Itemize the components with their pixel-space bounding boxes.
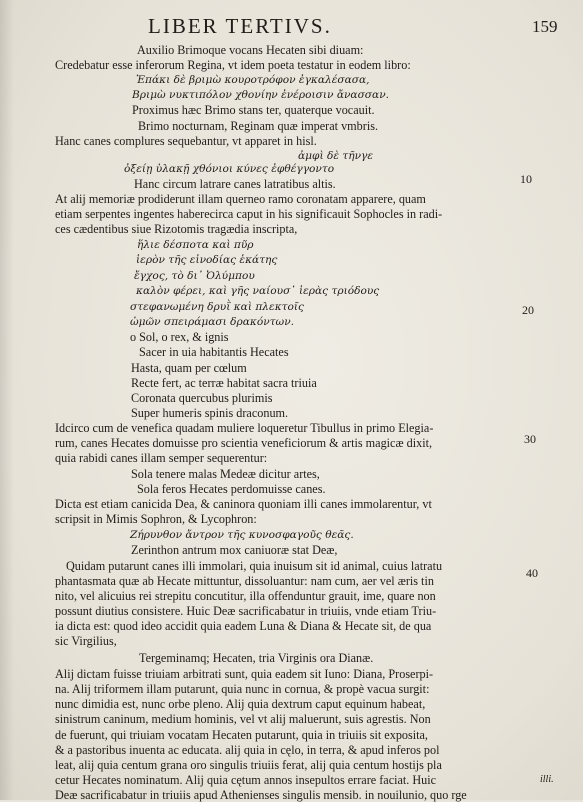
margin-line-number: 20 <box>522 303 534 317</box>
catchword: illi. <box>540 774 554 785</box>
text-line: Dicta est etiam canicida Dea, & caninora quoniam illi canes immolarentur, vt <box>55 497 432 511</box>
text-line: rum, canes Hecates domuisse pro scientia veneficiorum & artis magicæ dixit, <box>55 436 433 450</box>
text-line: nito, vel alicuius rei strepitu concutitur, illa offenduntur grauit, ime, quare non <box>55 589 436 603</box>
text-line: etiam serpentes ingentes haberecirca caput in his significauit Sophocles in radi- <box>55 207 443 221</box>
text-line: Quidam putarunt canes illi immolari, quia inuisum sit id animal, cuius latratu <box>66 559 443 573</box>
verse-line: o Sol, o rex, & ignis <box>130 330 229 344</box>
text-line: sic Virgilius, <box>55 634 117 648</box>
greek-verse-line: Ἐπάκι δὲ βριμὼ κουροτρόφον ἐγκαλέσασα, <box>136 74 370 86</box>
text-line: de fuerunt, qui triuiam vocatam Hecaten putarunt, quia in triuiis sit exposita, <box>55 728 428 742</box>
running-title: LIBER TERTIVS. <box>148 14 332 38</box>
margin-line-number: 10 <box>520 172 532 186</box>
greek-verse-line: ἔγχος, τὸ δι᾽ Ὀλύμπου <box>134 270 255 282</box>
verse-line: Proximus hæc Brimo stans ter, quaterque vocauit. <box>132 103 375 117</box>
text-line: sinistrum caninum, medium hominis, vel vt alij maluerunt, suis agrestis. Non <box>55 712 431 726</box>
greek-verse-line: στεφανωμένη δρυῒ καὶ πλεκτοῖς <box>130 301 304 313</box>
verse-line: Sacer in uia habitantis Hecates <box>139 345 289 359</box>
text-line: cetur Hecates nominatum. Alij quia cętum annos insepultos errare faciat. Huic <box>55 773 437 787</box>
text-line: Alij dictam fuisse triuiam arbitrati sunt, quia eadem sit Iuno: Diana, Proserpi- <box>55 667 434 681</box>
verse-line: Super humeris spinis draconum. <box>131 406 289 420</box>
text-line: phantasmata quæ ab Hecate mittuntur, dissoluantur: nam cum, aer vel æris tin <box>55 574 434 588</box>
greek-verse-line: Βριμὼ νυκτιπόλον χθονίην ἐνέροισιν ἄνασσαν. <box>132 89 389 101</box>
verse-line: Coronata quercubus plurimis <box>131 391 273 405</box>
verse-line: Sola tenere malas Medeæ dicitur artes, <box>131 467 320 481</box>
text-line: quia rabidi canes illam semper sequerentur: <box>55 451 268 465</box>
text-line: Idcirco cum de venefica quadam muliere loqueretur Tibullus in primo Elegia- <box>55 421 434 435</box>
text-line: nunc dimidia est, nunc orbe pleno. Alij quia dextrum caput equinum habeat, <box>55 697 426 711</box>
text-line: scripsit in Mimis Sophron, & Lycophron: <box>55 512 257 526</box>
text-line: Deæ sacrificabatur in triuiis apud Athenienses singulis mensib. in nouilunio, quo rge <box>55 788 467 802</box>
greek-verse-line: καλὸν φέρει, καὶ γῆς ναίουσ᾽ ἱερὰς τριόδους <box>136 285 380 297</box>
greek-verse-line: ὀξείῃ ὑλακῇ χθόνιοι κύνες ἐφθέγγοντο <box>124 163 335 175</box>
verse-line: Zerinthon antrum mox caniuoræ stat Deæ, <box>131 543 338 557</box>
text-line: At alij memoriæ prodiderunt illam querneo ramo coronatam apparere, quam <box>55 192 426 206</box>
verse-line: Brimo nocturnam, Reginam quæ imperat vmbris. <box>138 119 378 133</box>
page-header <box>0 14 583 38</box>
text-line: possunt diutius consistere. Huic Deæ sacrificabatur in triuiis, vnde etiam Triu- <box>55 604 437 618</box>
greek-verse-line: ἱερὸν τῆς εἰνοδίας ἑκάτης <box>136 254 278 266</box>
verse-line: Hasta, quam per cœlum <box>131 361 247 375</box>
text-line: Credebatur esse inferorum Regina, vt idem poeta testatur in eodem libro: <box>55 58 411 72</box>
text-line: & a pastoribus inuenta ac educata. alij quia in cęlo, in terra, & apud inferos pol <box>55 743 440 757</box>
verse-line: Recte fert, ac terræ habitat sacra triuia <box>131 376 317 390</box>
verse-line: Tergeminamq; Hecaten, tria Virginis ora Dianæ. <box>139 651 374 665</box>
text-line: na. Alij triformem illam putarunt, quia nunc in cornua, & propè vacua surgit: <box>55 682 430 696</box>
margin-line-number: 30 <box>524 432 536 446</box>
text-line: leat, alij quia centum grana oro singulis triuiis ferat, alij quia centum hostijs pla <box>55 758 442 772</box>
verse-line: Hanc circum latrare canes latratibus altis. <box>134 177 336 191</box>
greek-verse-line: ὠμῶν σπειράμασι δρακόντων. <box>130 316 295 328</box>
greek-verse-line: ἥλιε δέσποτα καὶ πῦρ <box>137 239 254 251</box>
greek-verse-line: Ζήρυνθον ἄντρον τῆς κυνοσφαγοῦς θεᾶς. <box>130 529 354 541</box>
text-line: ces cædentibus siue Rizotomis tragædia inscripta, <box>55 222 298 236</box>
margin-line-number: 40 <box>526 566 538 580</box>
text-line: Auxilio Brimoque vocans Hecaten sibi diuam: <box>137 43 364 57</box>
verse-line: Sola feros Hecates perdomuisse canes. <box>137 482 326 496</box>
text-line: ia dicta est: quod ideo accidit quia eadem Luna & Diana & Hecate sit, de qua <box>55 619 432 633</box>
text-line: Hanc canes complures sequebantur, vt apparet in hisl. <box>55 134 317 148</box>
greek-verse-line: ἀμφὶ δὲ τῆνγε <box>298 150 374 162</box>
page-number: 159 <box>532 17 558 36</box>
gutter-shadow <box>0 0 14 800</box>
